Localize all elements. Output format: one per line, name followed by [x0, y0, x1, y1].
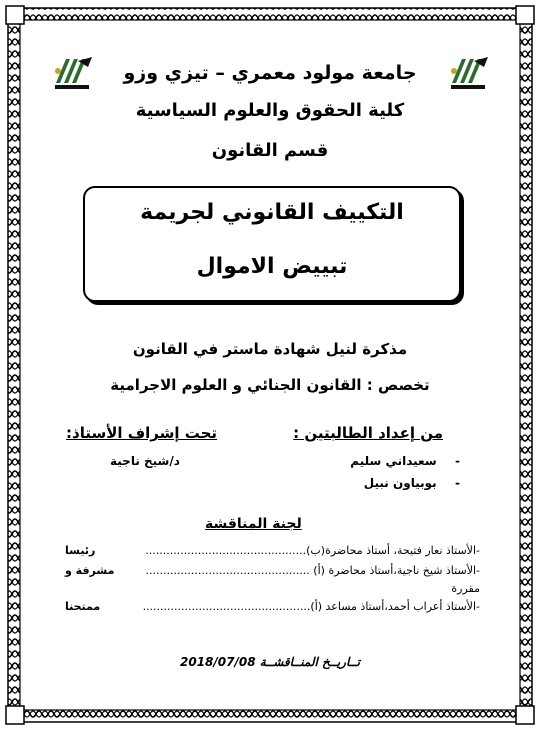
supervisor-heading: تحت إشراف الأستاذ:	[66, 424, 218, 442]
bullet: -	[455, 454, 460, 468]
students-heading: من إعداد الطالبتين :	[293, 424, 443, 442]
committee-role-2-continued: مقررة	[451, 582, 480, 595]
discussion-date: تــاريــخ المنــاقشــة 2018/07/08	[180, 655, 360, 669]
title-line-1: التكييف القانوني لجريمة	[140, 200, 404, 225]
committee-member-2: -الأستاذ شيخ ناجية،أستاذ محاضرة (أ) ...............................................	[145, 564, 480, 577]
student-name-1	[350, 454, 460, 468]
supervisor-name: د/شيخ ناجية	[110, 454, 180, 468]
committee-role-2: مشرفة و	[65, 564, 115, 577]
committee-member-1: -الأستاذ نعار فتيحة، أستاذ محاضرة(ب)..............................................	[145, 544, 480, 557]
committee-role-3: ممتحنا	[65, 600, 101, 613]
committee-heading: لجنة المناقشة	[205, 516, 302, 532]
student-name-2	[364, 476, 460, 490]
bullet: -	[455, 476, 460, 490]
title-line-2: تبييض الاموال	[196, 254, 348, 279]
student-name: سعيداني سليم	[350, 454, 437, 468]
specialty: تخصص : القانون الجنائي و العلوم الاجرامية	[110, 376, 430, 394]
university-name: جامعة مولود معمري – تيزي وزو	[123, 62, 417, 84]
faculty-name: كلية الحقوق والعلوم السياسية	[135, 100, 405, 121]
title-box	[83, 186, 461, 302]
department-name: قسم القانون	[211, 140, 329, 161]
committee-member-3: -الأستاذ أعراب أحمد،أستاذ مساعد (أ)................................................	[142, 600, 480, 613]
committee-role-1: رئيسا	[65, 544, 96, 557]
student-name: بوبياون نبيل	[363, 476, 437, 490]
memo-purpose: مذكرة لنيل شهادة ماستر في القانون	[132, 340, 408, 358]
